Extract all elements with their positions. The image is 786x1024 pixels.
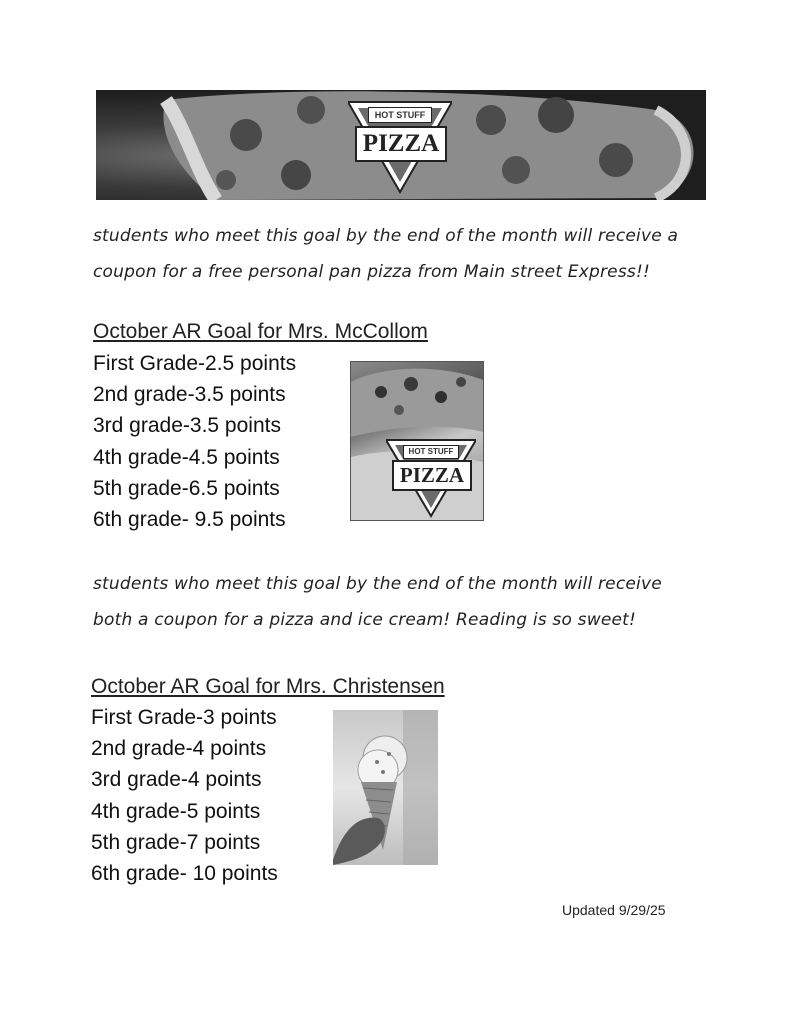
logo-top-text: HOT STUFF [403,445,459,459]
goal-1-title: October AR Goal for Mrs. McCollom [93,320,428,343]
message-1-line-1: students who meet this goal by the end of the month will receive a [93,226,679,246]
goal-2-list [91,702,278,889]
ice-cream-photo [333,710,438,865]
goal-2-title: October AR Goal for Mrs. Christensen [91,675,445,698]
logo-main-text: PIZZA [392,460,472,491]
hot-stuff-pizza-logo [386,436,476,518]
message-1-line-2: coupon for a free personal pan pizza from Main street Express!! [93,262,650,282]
goal-1-item: 6th grade- 9.5 points [93,507,286,531]
goal-2-item: 5th grade-7 points [91,830,261,854]
logo-top-text: HOT STUFF [368,107,432,123]
goal-2-item: 3rd grade-4 points [91,768,262,792]
goal-2-item: 4th grade-5 points [91,799,261,823]
goal-1-item: 4th grade-4.5 points [93,445,280,469]
goal-2-item: 6th grade- 10 points [91,861,278,885]
updated-date: Updated 9/29/25 [562,902,666,918]
goal-1-item: 3rd grade-3.5 points [93,414,281,438]
goal-1-item: 5th grade-6.5 points [93,476,280,500]
goal-1-list [93,348,296,535]
goal-1-item: First Grade-2.5 points [93,352,297,375]
message-2-line-1: students who meet this goal by the end of the month will receive [93,574,662,594]
goal-1-item: 2nd grade-3.5 points [93,383,286,407]
goal-2-item: 2nd grade-4 points [91,737,267,761]
pizza-banner [96,90,706,200]
hot-stuff-pizza-logo [348,98,452,194]
goal-2-item: First Grade-3 points [91,706,277,729]
message-2-line-2: both a coupon for a pizza and ice cream! Reading is so sweet! [93,610,637,630]
pizza-photo [350,361,484,521]
logo-main-text: PIZZA [355,126,447,162]
